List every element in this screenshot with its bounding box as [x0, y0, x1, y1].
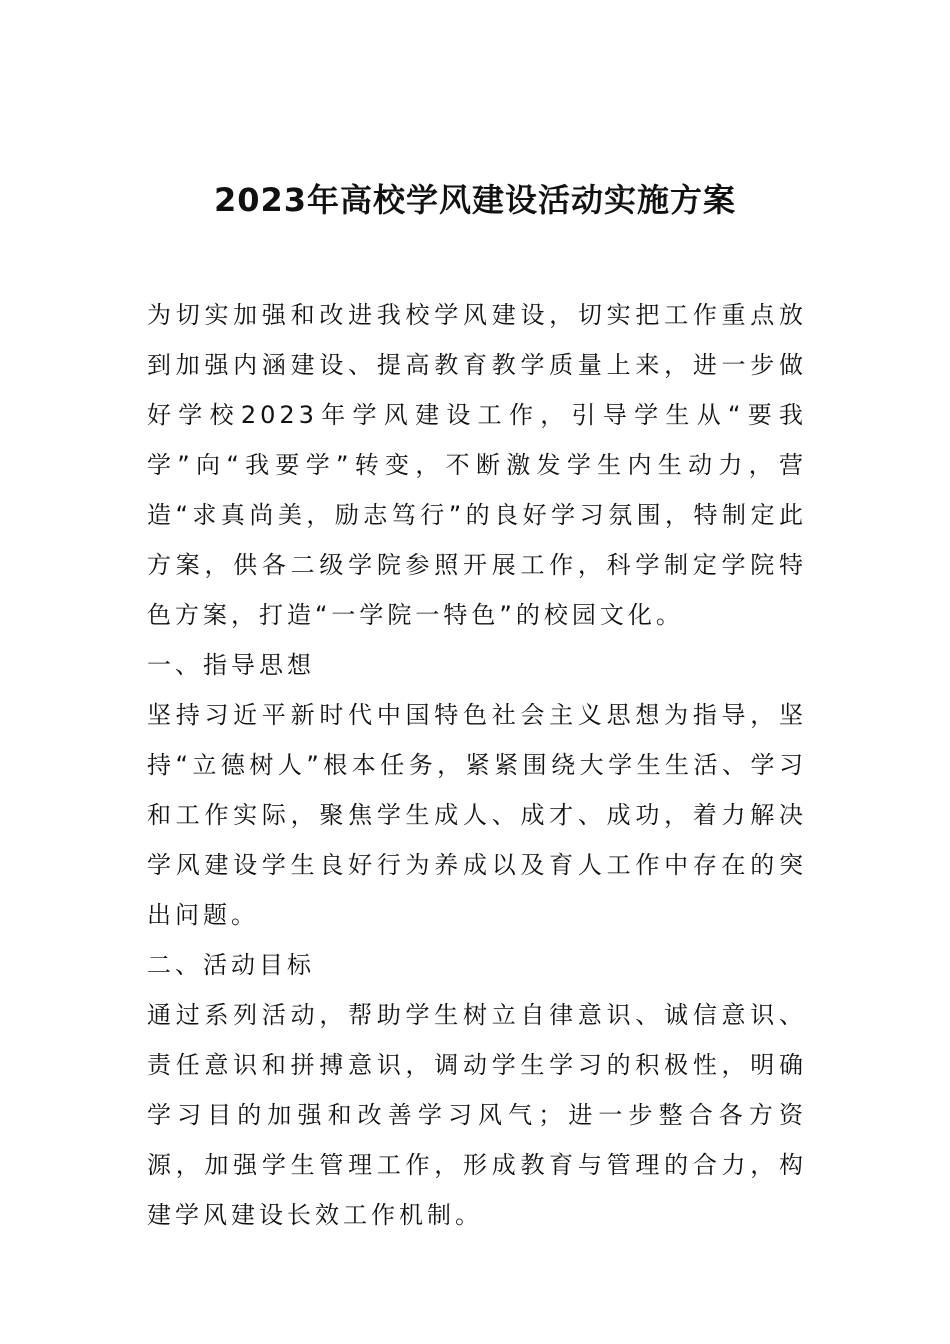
activity-goals-paragraph: 通过系列活动，帮助学生树立自律意识、诚信意识、责任意识和拼搏意识，调动学生学习的积极性，明确学习目的加强和改善学习风气；进一步整合各方资源，加强学生管理工作，形成教育与管理的合力，构建学风建设长效工作机制。: [147, 1001, 807, 1229]
document-title: 2023年高校学风建设活动实施方案: [213, 181, 737, 220]
intro-paragraph: 为切实加强和改进我校学风建设，切实把工作重点放到加强内涵建设、提高教育教学质量上来，进一步做好学校2023年学风建设工作，引导学生从“要我学”向“我要学”转变，不断激发学生内生动力，营造“求真尚美，励志笃行”的良好学习氛围，特制定此方案，供各二级学院参照开展工作，科学制定学院特色方案，打造“一学院一特色”的校园文化。: [147, 301, 807, 629]
document-body: [147, 290, 807, 1240]
guiding-ideology-paragraph: 坚持习近平新时代中国特色社会主义思想为指导，坚持“立德树人”根本任务，紧紧围绕大学生生活、学习和工作实际，聚焦学生成人、成才、成功，着力解决学风建设学生良好行为养成以及育人工作中存在的突出问题。: [147, 701, 807, 929]
section-heading-activity-goals: 二、活动目标: [147, 951, 315, 979]
section-heading-guiding-ideology: 一、指导思想: [147, 651, 315, 679]
